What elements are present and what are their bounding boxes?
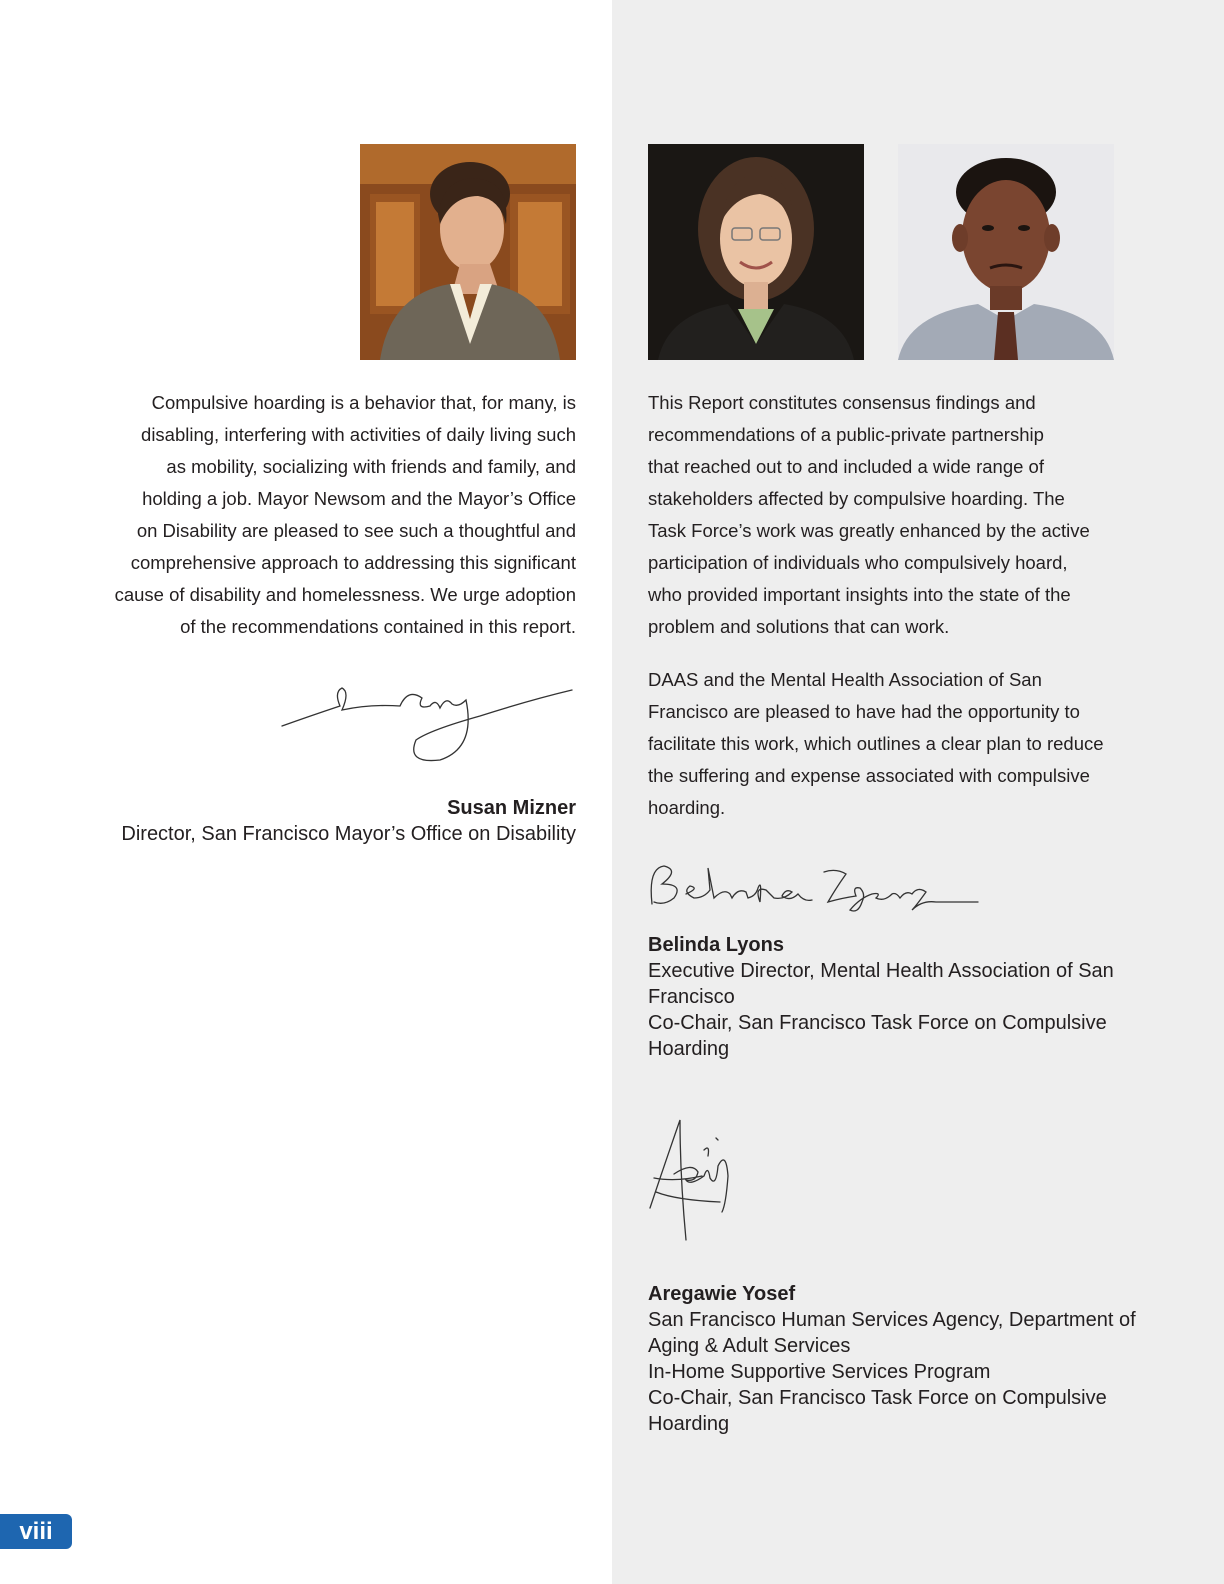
- signature-mizner: [280, 668, 580, 778]
- signer-role-line: Executive Director, Mental Health Association of San: [648, 960, 1114, 982]
- signer-name: Belinda Lyons: [648, 934, 784, 956]
- page-number-badge: viii: [0, 1514, 72, 1549]
- signer-name: Aregawie Yosef: [648, 1283, 796, 1305]
- text-line: the suffering and expense associated with compulsive: [648, 765, 1090, 786]
- signer-role: Director, San Francisco Mayor’s Office on Disability: [121, 823, 576, 845]
- text-line: who provided important insights into the state of the: [648, 584, 1071, 605]
- text-line: Francisco are pleased to have had the opportunity to: [648, 701, 1080, 722]
- signer-role-line: Hoarding: [648, 1038, 730, 1060]
- text-line: as mobility, socializing with friends and family, and: [166, 456, 576, 477]
- text-line: recommendations of a public-private partnership: [648, 424, 1044, 445]
- signer-name: Susan Mizner: [447, 797, 576, 819]
- text-line: holding a job. Mayor Newsom and the Mayor’s Office: [142, 488, 576, 509]
- text-line: problem and solutions that can work.: [648, 616, 950, 637]
- signer-block-yosef: [648, 1281, 1148, 1437]
- portrait-photo-mizner: [360, 144, 576, 360]
- text-line: Compulsive hoarding is a behavior that, for many, is: [151, 392, 576, 413]
- signer-role-line: Hoarding: [648, 1413, 730, 1435]
- text-line: disabling, interfering with activities of daily living such: [141, 424, 576, 445]
- text-line: stakeholders affected by compulsive hoarding. The: [648, 488, 1065, 509]
- text-line: participation of individuals who compulsively hoard,: [648, 552, 1068, 573]
- signer-block-mizner: [100, 795, 576, 847]
- text-line: that reached out to and included a wide range of: [648, 456, 1044, 477]
- text-line: facilitate this work, which outlines a clear plan to reduce: [648, 733, 1104, 754]
- report-statement: [648, 387, 1128, 643]
- signature-yosef: [646, 1116, 742, 1256]
- signer-block-lyons: [648, 932, 1148, 1062]
- mizner-statement: [108, 387, 576, 643]
- signer-role-line: Co-Chair, San Francisco Task Force on Compulsive: [648, 1387, 1107, 1409]
- text-line: hoarding.: [648, 797, 726, 818]
- signer-role-line: Aging & Adult Services: [648, 1335, 851, 1357]
- signer-role-line: San Francisco Human Services Agency, Department of: [648, 1309, 1136, 1331]
- portrait-photo-lyons: [648, 144, 864, 360]
- signer-role-line: Co-Chair, San Francisco Task Force on Compulsive: [648, 1012, 1107, 1034]
- text-line: This Report constitutes consensus findings and: [648, 392, 1036, 413]
- text-line: DAAS and the Mental Health Association of San: [648, 669, 1042, 690]
- text-line: of the recommendations contained in this report.: [180, 616, 576, 637]
- text-line: comprehensive approach to addressing this significant: [130, 552, 576, 573]
- portrait-photo-yosef: [898, 144, 1114, 360]
- signature-lyons: [646, 858, 982, 918]
- text-line: on Disability are pleased to see such a thoughtful and: [136, 520, 576, 541]
- signer-role-line: Francisco: [648, 986, 735, 1008]
- signer-role-line: In-Home Supportive Services Program: [648, 1361, 991, 1383]
- text-line: Task Force’s work was greatly enhanced by the active: [648, 520, 1090, 541]
- text-line: cause of disability and homelessness. We urge adoption: [114, 584, 576, 605]
- daas-statement: [648, 664, 1128, 824]
